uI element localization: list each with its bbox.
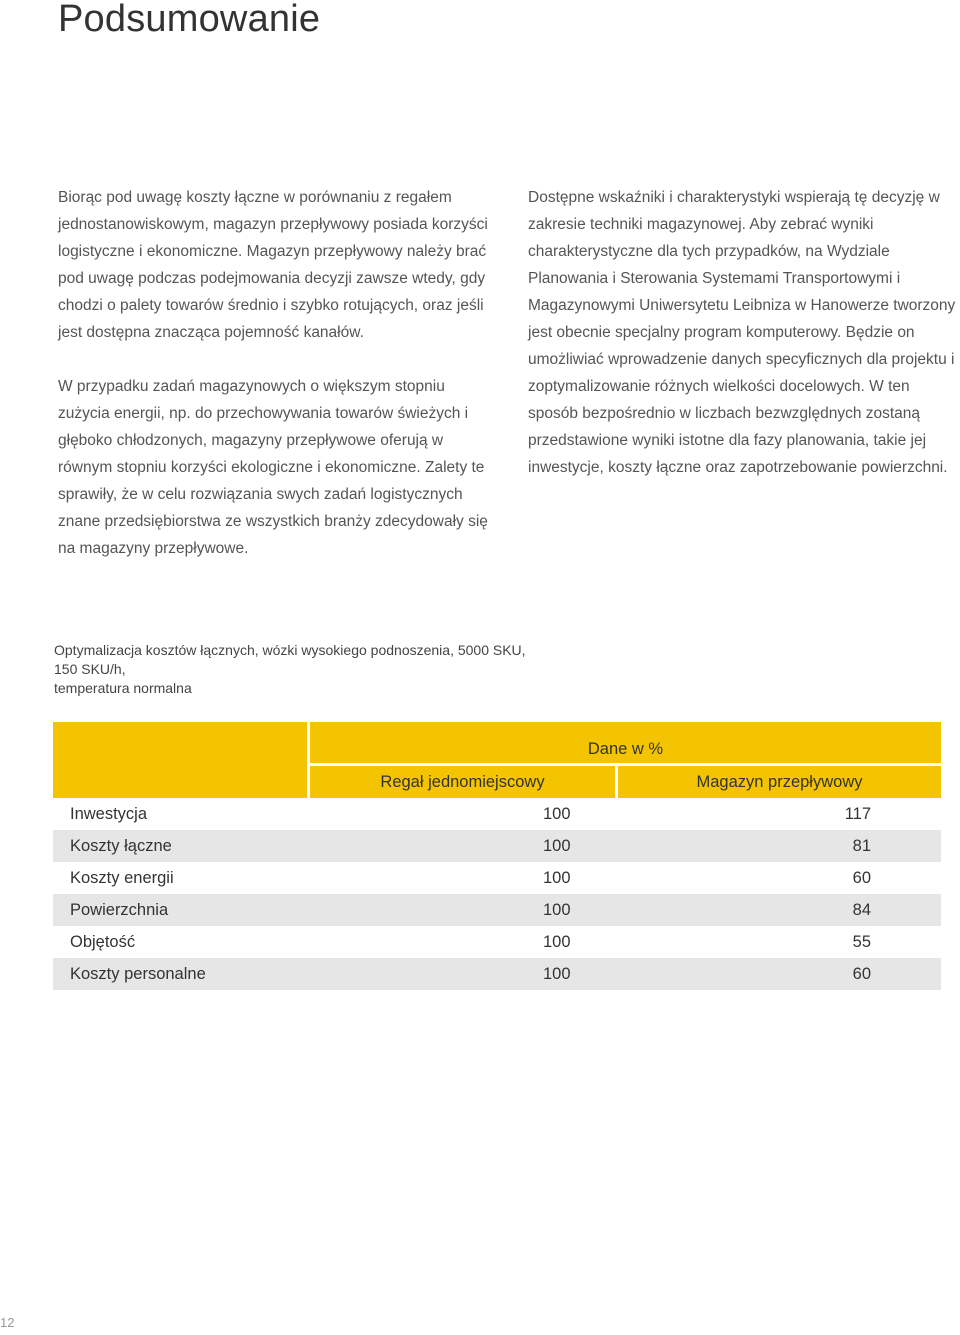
table-row <box>53 958 941 990</box>
row-value-b: 55 <box>852 932 871 951</box>
table-row <box>53 926 941 958</box>
table-caption-line-2: 150 SKU/h, <box>54 661 126 677</box>
table-col-header-a: Regał jednomiejscowy <box>309 765 617 799</box>
row-value-a: 100 <box>542 804 571 823</box>
table-row <box>53 830 941 862</box>
table-row <box>53 894 941 926</box>
row-value-a: 100 <box>309 894 617 926</box>
row-label: Koszty personalne <box>53 958 309 990</box>
row-value-b: 60 <box>852 868 871 887</box>
row-label: Powierzchnia <box>53 894 309 926</box>
table-caption-line-1: Optymalizacja kosztów łącznych, wózki wysokiego podnoszenia, 5000 SKU, <box>54 642 526 658</box>
table-group-header-row <box>53 722 941 765</box>
table-header-blank <box>53 722 309 798</box>
page-number: 12 <box>0 1315 15 1330</box>
row-value-a: 100 <box>309 958 617 990</box>
row-value-b: 81 <box>617 830 942 862</box>
table-row <box>53 798 941 830</box>
row-value-a: 100 <box>542 932 571 951</box>
table-caption-line-3: temperatura normalna <box>54 680 192 696</box>
table-caption <box>54 641 614 698</box>
right-column <box>528 184 958 481</box>
row-value-b: 60 <box>617 958 942 990</box>
row-label: Objętość <box>70 932 136 951</box>
left-paragraph-2: W przypadku zadań magazynowych o większym stopniu zużycia energii, np. do przechowywania towarów świeżych i głęboko chłodzonych, magazyny przepływowe oferują w równym stopniu korzyści ekologiczne i ekonomiczne. Zalety te sprawiły, że w celu rozwiązania swych zadań logistycznych znane przedsiębiorstwa ze wszystkich branży zdecydowały się na magazyny przepływowe. <box>58 378 488 557</box>
row-label: Inwestycja <box>70 804 148 823</box>
row-value-a: 100 <box>542 868 571 887</box>
left-column <box>58 184 488 562</box>
page-title: Podsumowanie <box>58 0 321 40</box>
row-value-b: 84 <box>617 894 942 926</box>
row-value-b: 117 <box>844 804 871 823</box>
row-label: Koszty energii <box>70 868 174 887</box>
row-label: Koszty łączne <box>53 830 309 862</box>
table-group-header: Dane w % <box>309 722 942 765</box>
left-paragraph-1: Biorąc pod uwagę koszty łączne w porównaniu z regałem jednostanowiskowym, magazyn przepływowy posiada korzyści logistyczne i ekonomiczne. Magazyn przepływowy należy brać pod uwagę podczas podejmowania decyzji zawsze wtedy, gdy chodzi o palety towarów średnio i szybko rotujących, oraz jeśli jest dostępna znacząca pojemność kanałów. <box>58 189 488 341</box>
comparison-table <box>53 722 941 990</box>
table-row <box>53 862 941 894</box>
table-col-header-b: Magazyn przepływowy <box>617 765 942 799</box>
row-value-a: 100 <box>309 830 617 862</box>
right-paragraph-1: Dostępne wskaźniki i charakterystyki wspierają tę decyzję w zakresie techniki magazynowej. Aby zebrać wyniki charakterystyczne dla tych przypadków, na Wydziale Planowania i Sterowania Systemami Transportowymi i Magazynowymi Uniwersytetu Leibniza w Hanowerze tworzony jest obecnie specjalny program komputerowy. Będzie on umożliwiać wprowadzenie danych specyficznych dla projektu i zoptymalizowanie różnych wielkości docelowych. W ten sposób bezpośrednio w liczbach bezwzględnych zostaną przedstawione wyniki istotne dla fazy planowania, takie jej inwestycje, koszty łączne oraz zapotrzebowanie powierzchni. <box>528 189 956 476</box>
